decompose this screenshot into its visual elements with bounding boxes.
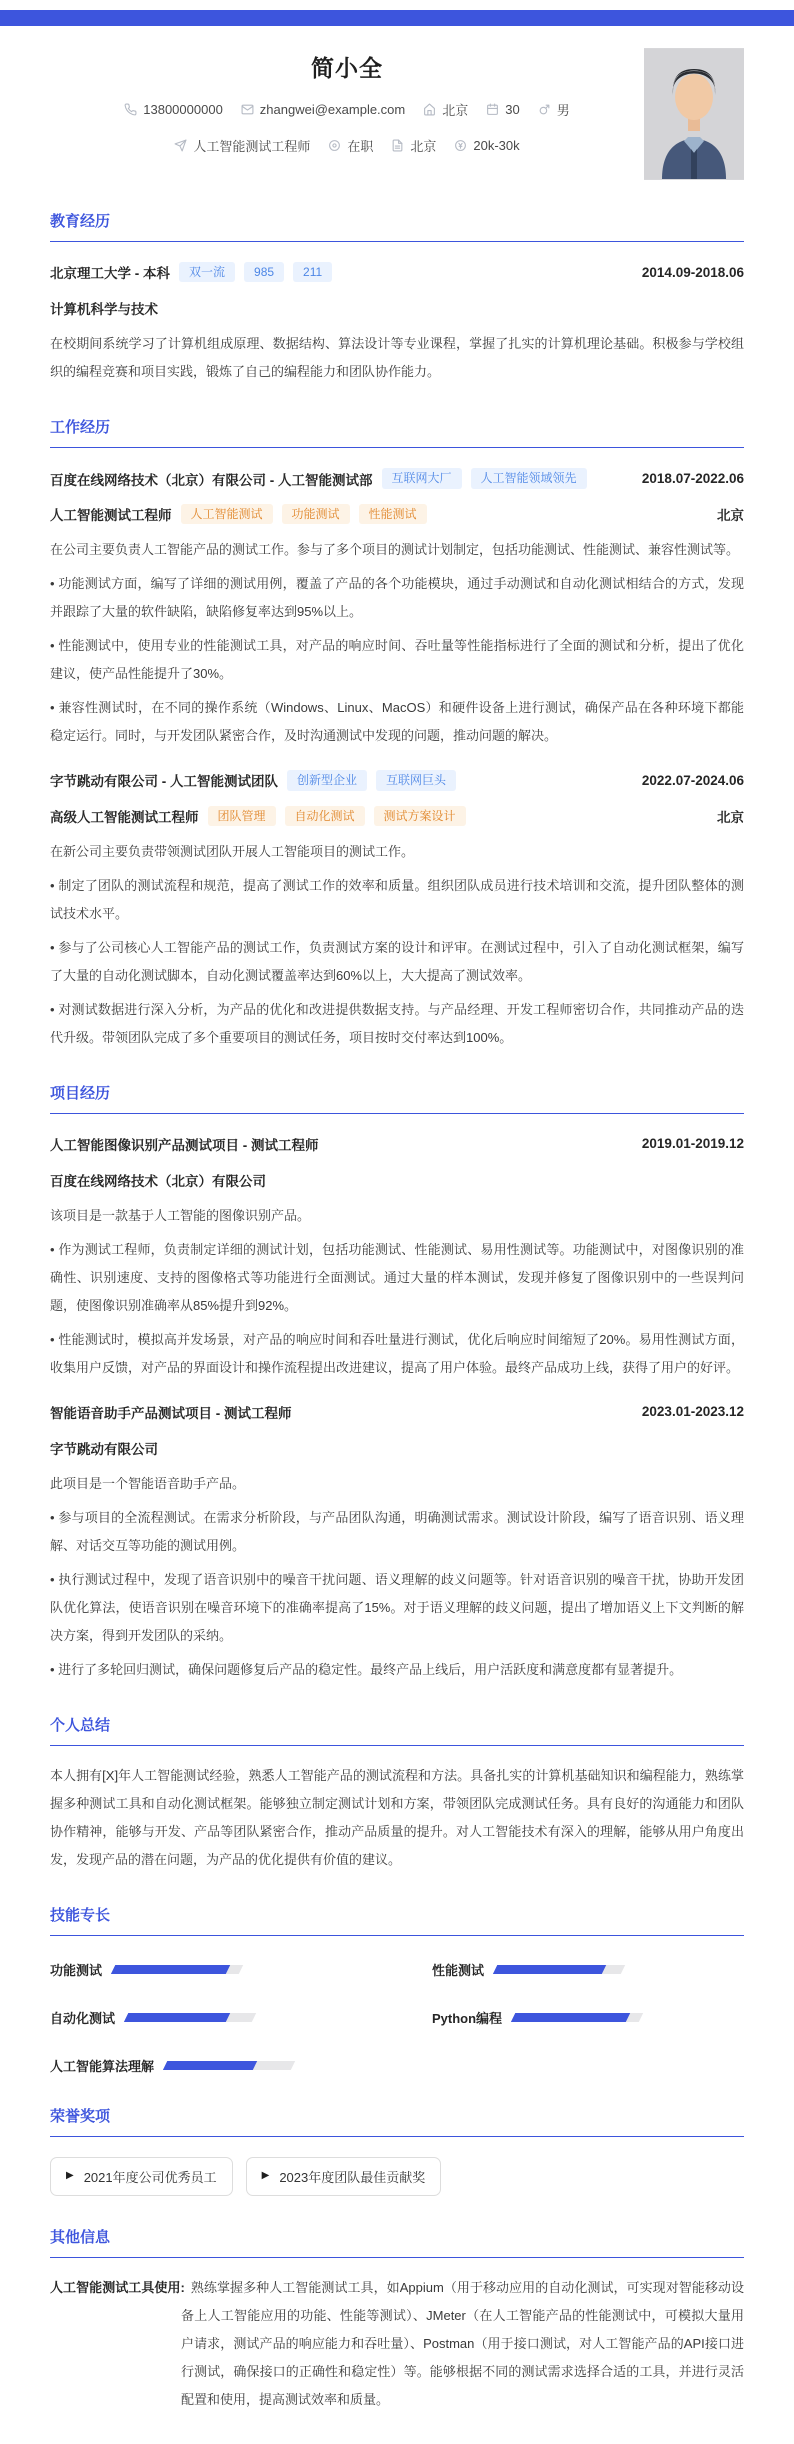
location-value: 北京 bbox=[442, 103, 469, 118]
salary-icon bbox=[454, 139, 467, 152]
skill-item bbox=[432, 1960, 744, 1979]
job-title-icon bbox=[174, 139, 187, 152]
candidate-name: 简小全 bbox=[311, 55, 383, 81]
skill-label: 性能测试 bbox=[432, 1962, 485, 1978]
award-chip bbox=[246, 2157, 442, 2196]
profile-photo-illustration bbox=[644, 48, 744, 180]
job-status-value: 在职 bbox=[347, 139, 374, 154]
section-summary bbox=[50, 1714, 744, 1874]
other-info bbox=[50, 2274, 744, 2414]
work-company-left bbox=[50, 770, 456, 790]
project-intro: 此项目是一个智能语音助手产品。 bbox=[50, 1475, 246, 1491]
role-name: 高级人工智能测试工程师 bbox=[50, 809, 199, 825]
skill-item bbox=[432, 2008, 744, 2027]
job-status-icon bbox=[328, 139, 341, 152]
work-date: 2018.07-2022.06 bbox=[641, 471, 744, 487]
role-tag: 人工智能测试 bbox=[181, 504, 273, 524]
skill-label: 功能测试 bbox=[50, 1962, 103, 1978]
work-intro: 在新公司主要负责带领测试团队开展人工智能项目的测试工作。 bbox=[50, 843, 415, 859]
school-tag: 211 bbox=[293, 262, 332, 282]
other-info-label: 人工智能测试工具使用: bbox=[50, 2279, 185, 2295]
section-title-work: 工作经历 bbox=[50, 416, 744, 448]
job-title-value: 人工智能测试工程师 bbox=[193, 139, 311, 154]
work-city: 北京 bbox=[717, 809, 744, 825]
phone-item bbox=[124, 102, 223, 117]
company-tag: 人工智能领域领先 bbox=[471, 468, 587, 488]
phone-icon bbox=[124, 103, 137, 116]
role-tag: 团队管理 bbox=[208, 806, 276, 826]
work-role-row bbox=[50, 504, 744, 524]
work-bullet: • 参与了公司核心人工智能产品的测试工作，负责测试方案的设计和评审。在测试过程中，引入了自动化测试框架，编写了大量的自动化测试脚本，自动化测试覆盖率达到60%以上，大大提高了测试效率。 bbox=[50, 934, 744, 990]
education-major: 计算机科学与技术 bbox=[50, 302, 158, 318]
skill-bar-track bbox=[111, 1965, 243, 1974]
role-tag: 性能测试 bbox=[359, 504, 427, 524]
work-company-row bbox=[50, 468, 744, 488]
project-header-row bbox=[50, 1402, 744, 1422]
email-item bbox=[241, 102, 405, 117]
section-title-other: 其他信息 bbox=[50, 2226, 744, 2258]
award-chip bbox=[50, 2157, 233, 2196]
project-bullet: • 执行测试过程中，发现了语音识别中的噪音干扰问题、语义理解的歧义问题等。针对语音识别的噪音干扰，协助开发团队优化算法，使语音识别在噪音环境下的准确率提高了15%。对于语义理解的歧义问题，提出了增加语义上下文判断的解决方案，得到开发团队的采纳。 bbox=[50, 1566, 744, 1650]
section-projects bbox=[50, 1082, 744, 1684]
section-title-projects: 项目经历 bbox=[50, 1082, 744, 1114]
salary-item bbox=[454, 138, 519, 153]
location-icon bbox=[423, 103, 436, 116]
section-other bbox=[50, 2226, 744, 2414]
award-arrow-icon: ▶ bbox=[66, 2170, 74, 2182]
resume-page bbox=[0, 42, 794, 2444]
skills-grid bbox=[50, 1960, 744, 2075]
role-name: 人工智能测试工程师 bbox=[50, 507, 172, 523]
company-name: 百度在线网络技术（北京）有限公司 - 人工智能测试部 bbox=[50, 472, 373, 488]
project-bullet: • 参与项目的全流程测试。在需求分析阶段，与产品团队沟通，明确测试需求。测试设计阶段，编写了语音识别、语义理解、对话交互等功能的测试用例。 bbox=[50, 1504, 744, 1560]
work-bullet: • 功能测试方面，编写了详细的测试用例，覆盖了产品的各个功能模块，通过手动测试和自动化测试相结合的方式，发现并跟踪了大量的软件缺陷，缺陷修复率达到95%以上。 bbox=[50, 570, 744, 626]
project-name: 智能语音助手产品测试项目 - 测试工程师 bbox=[50, 1405, 292, 1421]
award-text: 2021年度公司优秀员工 bbox=[83, 2169, 217, 2185]
gender-value: 男 bbox=[556, 103, 570, 118]
skill-bar-fill bbox=[124, 2013, 231, 2022]
skill-label: 人工智能算法理解 bbox=[50, 2058, 155, 2074]
age-value: 30 bbox=[505, 102, 520, 117]
company-name: 字节跳动有限公司 - 人工智能测试团队 bbox=[50, 774, 278, 790]
job-status-item bbox=[328, 136, 373, 155]
project-bullet: • 作为测试工程师，负责制定详细的测试计划，包括功能测试、性能测试、易用性测试等。功能测试中，对图像识别的准确性、识别速度、支持的图像格式等功能进行全面测试。通过大量的样本测试，发现并修复了图像识别中的一些误判问题，使图像识别准确率从85%提升到92%。 bbox=[50, 1236, 744, 1320]
age-item bbox=[486, 102, 519, 117]
skill-bar-fill bbox=[493, 1965, 606, 1974]
work-entry bbox=[50, 770, 744, 1052]
school-tag: 双一流 bbox=[179, 262, 235, 282]
work-bullet: • 性能测试中，使用专业的性能测试工具，对产品的响应时间、吞吐量等性能指标进行了全面的测试和分析，提出了优化建议，使产品性能提升了30%。 bbox=[50, 632, 744, 688]
skill-bar-track bbox=[163, 2061, 295, 2070]
school-tag: 985 bbox=[244, 262, 284, 282]
project-date: 2019.01-2019.12 bbox=[641, 1136, 744, 1152]
contact-row-job bbox=[50, 136, 644, 155]
salary-value: 20k-30k bbox=[473, 138, 520, 153]
work-role-left bbox=[50, 806, 466, 826]
project-company: 字节跳动有限公司 bbox=[50, 1441, 158, 1457]
project-header-row bbox=[50, 1134, 744, 1154]
job-city-value: 北京 bbox=[410, 139, 437, 154]
resume-header bbox=[50, 42, 744, 180]
skill-item bbox=[50, 2056, 362, 2075]
role-tag: 测试方案设计 bbox=[374, 806, 466, 826]
project-date: 2023.01-2023.12 bbox=[641, 1404, 744, 1420]
section-title-summary: 个人总结 bbox=[50, 1714, 744, 1746]
work-city: 北京 bbox=[717, 507, 744, 523]
contact-row-basic bbox=[50, 100, 644, 119]
age-icon bbox=[486, 103, 499, 116]
gender-item bbox=[538, 100, 570, 119]
role-tag: 功能测试 bbox=[282, 504, 350, 524]
job-city-icon bbox=[391, 139, 404, 152]
work-bullet: • 制定了团队的测试流程和规范，提高了测试工作的效率和质量。组织团队成员进行技术培训和交流，提升团队整体的测试技术水平。 bbox=[50, 872, 744, 928]
section-work bbox=[50, 416, 744, 1052]
section-education bbox=[50, 210, 744, 386]
summary-text: 本人拥有[X]年人工智能测试经验，熟悉人工智能产品的测试流程和方法。具备扎实的计算机基础知识和编程能力，熟练掌握多种测试工具和自动化测试框架。能够独立制定测试计划和方案，带领团队完成测试任务。具有良好的沟通能力和团队协作精神，能够与开发、产品等团队紧密合作，推动产品质量的提升。对人工智能技术有深入的理解，能够从用户角度出发，发现产品的潜在问题，为产品的优化提供有价值的建议。 bbox=[50, 1767, 744, 1867]
project-bullet: • 进行了多轮回归测试，确保问题修复后产品的稳定性。最终产品上线后，用户活跃度和满意度都有显著提升。 bbox=[50, 1656, 744, 1684]
skill-label: Python编程 bbox=[432, 2010, 503, 2026]
location-item bbox=[423, 100, 468, 119]
skill-bar-fill bbox=[163, 2061, 257, 2070]
work-bullet: • 对测试数据进行深入分析，为产品的优化和改进提供数据支持。与产品经理、开发工程师密切合作，共同推动产品的迭代升级。带领团队完成了多个重要项目的测试任务，项目按时交付率达到100%。 bbox=[50, 996, 744, 1052]
other-info-text: 熟练掌握多种人工智能测试工具，如Appium（用于移动应用的自动化测试，可实现对智能移动设备上人工智能应用的功能、性能等测试）、JMeter（在人工智能产品的性能测试中，可模拟大量用户请求，测试产品的响应能力和吞吐量）、Postman（用于接口测试，对人工智能产品的API接口进行测试，确保接口的正确性和稳定性）等。能够根据不同的测试需求选择合适的工具，并进行灵活配置和使用，提高测试效率和质量。 bbox=[181, 2279, 744, 2407]
profile-photo bbox=[644, 48, 744, 180]
work-date: 2022.07-2024.06 bbox=[641, 772, 744, 788]
section-awards bbox=[50, 2105, 744, 2196]
awards-list bbox=[50, 2157, 744, 2196]
section-title-education: 教育经历 bbox=[50, 210, 744, 242]
skill-bar-track bbox=[511, 2013, 643, 2022]
work-bullet: • 兼容性测试时，在不同的操作系统（Windows、Linux、MacOS）和硬件设备上进行测试，确保产品在各种环境下都能稳定运行。同时，与开发团队紧密合作，及时沟通测试中发现的问题，推动问题的解决。 bbox=[50, 694, 744, 750]
award-arrow-icon: ▶ bbox=[261, 2170, 270, 2182]
education-entry-left bbox=[50, 262, 332, 282]
job-city-item bbox=[391, 136, 436, 155]
project-bullet: • 性能测试时，模拟高并发场景，对产品的响应时间和吞吐量进行测试，优化后响应时间缩短了20%。易用性测试方面，收集用户反馈，对产品的界面设计和操作流程提出改进建议，提高了用户体验。最终产品成功上线，获得了用户的好评。 bbox=[50, 1326, 744, 1382]
company-tag: 创新型企业 bbox=[287, 770, 367, 790]
work-intro: 在公司主要负责人工智能产品的测试工作。参与了多个项目的测试计划制定，包括功能测试、性能测试、兼容性测试等。 bbox=[50, 542, 740, 558]
work-role-row bbox=[50, 806, 744, 826]
skill-label: 自动化测试 bbox=[50, 2010, 116, 2026]
project-name: 人工智能图像识别产品测试项目 - 测试工程师 bbox=[50, 1137, 319, 1153]
project-entry bbox=[50, 1134, 744, 1382]
header-info bbox=[50, 42, 644, 180]
school-name: 北京理工大学 - 本科 bbox=[50, 266, 170, 282]
award-text: 2023年度团队最佳贡献奖 bbox=[279, 2169, 426, 2185]
section-title-skills: 技能专长 bbox=[50, 1904, 744, 1936]
skill-item bbox=[50, 1960, 362, 1979]
company-tag: 互联网大厂 bbox=[382, 468, 462, 488]
phone-value: 13800000000 bbox=[143, 102, 223, 117]
education-date: 2014.09-2018.06 bbox=[641, 264, 744, 280]
section-skills bbox=[50, 1904, 744, 2075]
company-tag: 互联网巨头 bbox=[376, 770, 456, 790]
project-company: 百度在线网络技术（北京）有限公司 bbox=[50, 1173, 266, 1189]
skill-bar-fill bbox=[111, 1965, 231, 1974]
email-icon bbox=[241, 103, 254, 116]
job-title-item bbox=[174, 136, 310, 155]
skill-bar-fill bbox=[511, 2013, 631, 2022]
email-value: zhangwei@example.com bbox=[259, 102, 406, 117]
work-company-left bbox=[50, 468, 587, 488]
education-entry-header bbox=[50, 262, 744, 282]
work-entry bbox=[50, 468, 744, 750]
role-tag: 自动化测试 bbox=[285, 806, 365, 826]
gender-icon bbox=[538, 103, 551, 116]
skill-item bbox=[50, 2008, 362, 2027]
skill-bar-track bbox=[124, 2013, 256, 2022]
project-entry bbox=[50, 1402, 744, 1684]
top-accent-bar bbox=[0, 10, 794, 26]
education-description: 在校期间系统学习了计算机组成原理、数据结构、算法设计等专业课程，掌握了扎实的计算机理论基础。积极参与学校组织的编程竞赛和项目实践，锻炼了自己的编程能力和团队协作能力。 bbox=[50, 336, 744, 380]
work-role-left bbox=[50, 504, 427, 524]
work-company-row bbox=[50, 770, 744, 790]
skill-bar-track bbox=[493, 1965, 625, 1974]
section-title-awards: 荣誉奖项 bbox=[50, 2105, 744, 2137]
project-intro: 该项目是一款基于人工智能的图像识别产品。 bbox=[50, 1207, 311, 1223]
